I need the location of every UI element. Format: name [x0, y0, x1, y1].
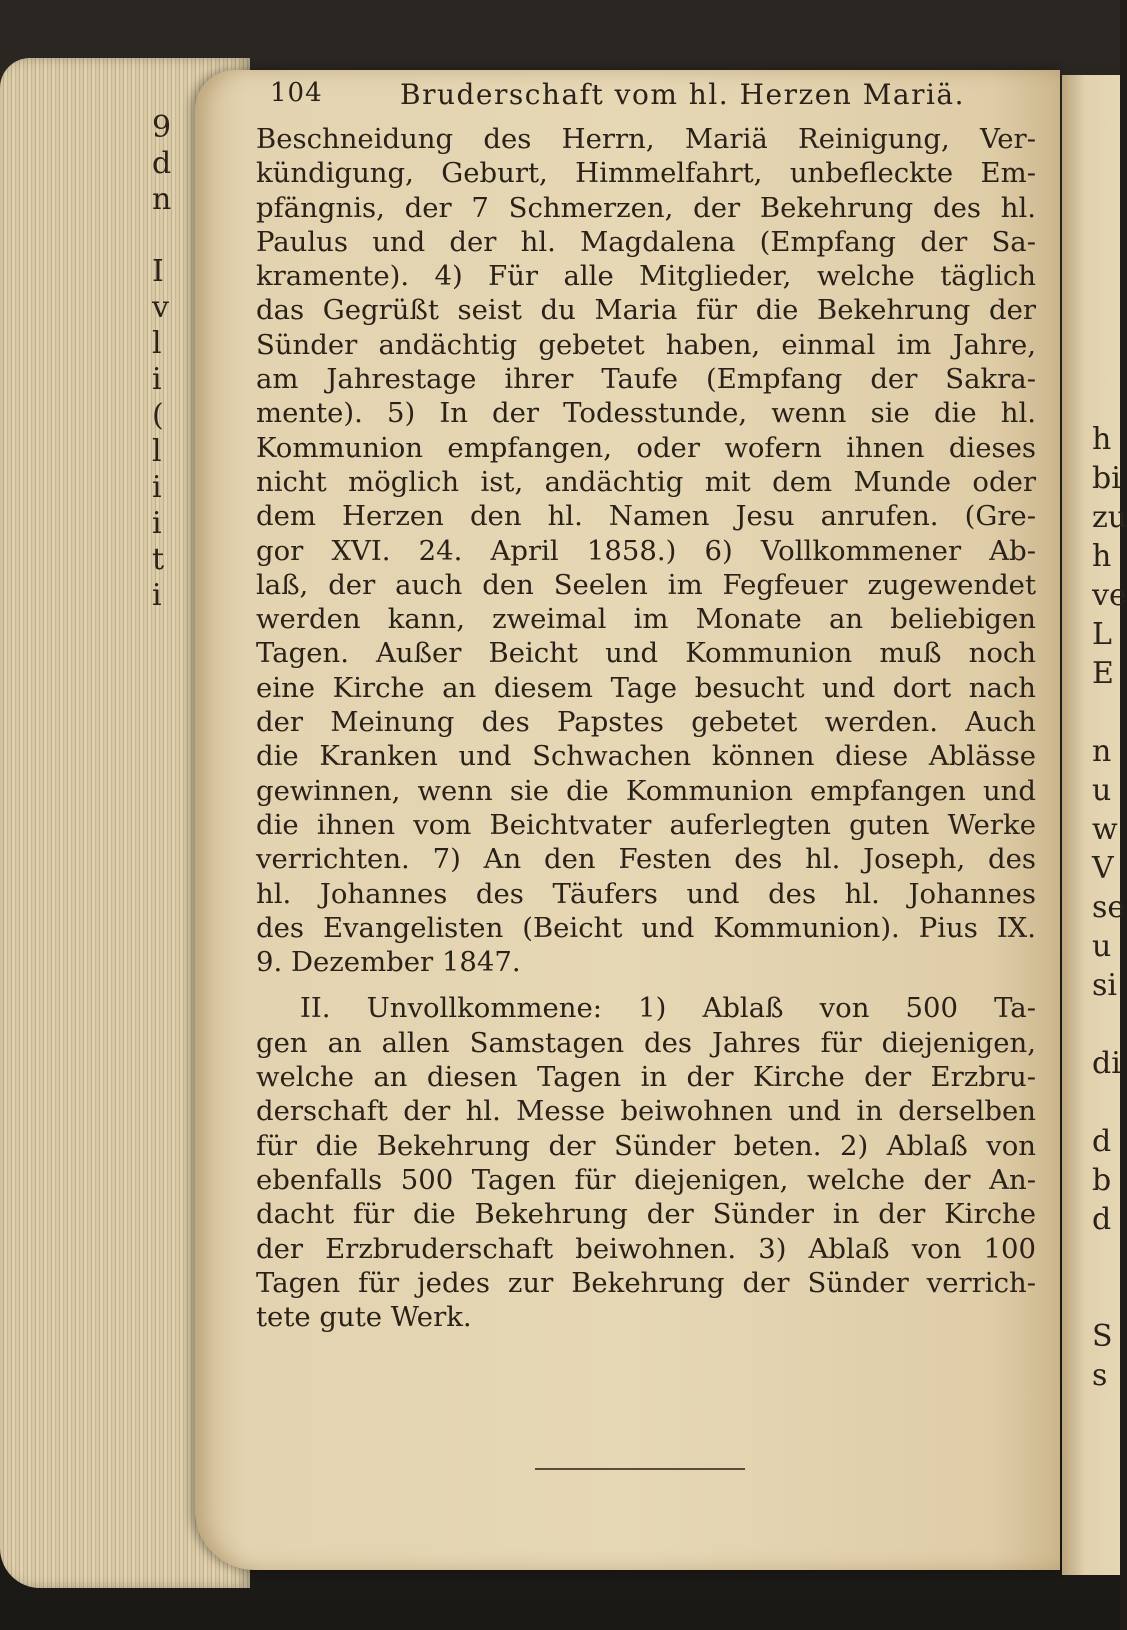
page-fragment: u	[1092, 929, 1112, 964]
text-line: verrichten. 7) An den Festen des hl. Joseph, des	[256, 843, 1036, 876]
previous-page-fragments	[152, 110, 192, 614]
page-fragment	[1092, 693, 1127, 732]
text-line: Paulus und der hl. Magdalena (Empfang der Sa-	[256, 225, 1036, 258]
text-line: 9. Dezember 1847.	[256, 946, 521, 979]
text-line: der Meinung des Papstes gebetet werden. Auch	[256, 706, 1036, 739]
page-fragment: i	[152, 506, 162, 541]
page-fragment: h	[1092, 539, 1112, 574]
text-line: gen an allen Samstagen des Jahres für diejenigen,	[256, 1026, 1036, 1059]
text-line: Kommunion empfangen, oder wofern ihnen dieses	[256, 431, 1036, 464]
page-fragment: ve	[1092, 578, 1127, 613]
page-fragment: zu	[1092, 500, 1127, 535]
text-line: nicht möglich ist, andächtig mit dem Munde oder	[256, 465, 1036, 498]
page-fragment: si	[1092, 968, 1117, 1003]
page-fragment: i	[152, 470, 162, 505]
page-fragment: d	[1092, 1124, 1112, 1159]
page-fragment	[1092, 1005, 1127, 1044]
page-fragment: l	[152, 326, 162, 361]
paragraph-complete-indulgences	[256, 122, 1036, 979]
page-fragment	[1092, 1278, 1127, 1317]
page-fragment: V	[1092, 851, 1114, 886]
page-fragment: h	[1092, 422, 1112, 457]
page-fragment: se	[1092, 890, 1126, 925]
text-line: dem Herzen den hl. Namen Jesu anrufen. (Gre-	[256, 500, 1036, 533]
page-fragment: n	[152, 182, 172, 217]
text-line: hl. Johannes des Täufers und des hl. Johannes	[256, 877, 1036, 910]
page-fragment: v	[152, 290, 169, 325]
text-line: Tagen für jedes zur Bekehrung der Sünder verrich-	[256, 1266, 1036, 1299]
page-fragment: w	[1092, 812, 1118, 847]
next-page-fragments	[1092, 420, 1127, 1395]
page-fragment: I	[152, 254, 164, 289]
text-line: tete gute Werk.	[256, 1301, 472, 1334]
text-line: Beschneidung des Herrn, Mariä Reinigung, Ver-	[256, 123, 1036, 155]
page-fragment: d	[152, 146, 172, 181]
text-line: kündigung, Geburt, Himmelfahrt, unbefleckte Em-	[256, 157, 1036, 190]
text-line: das Gegrüßt seist du Maria für die Bekehrung der	[256, 294, 1036, 327]
page-header	[270, 78, 990, 118]
text-line: die ihnen vom Beichtvater auferlegten guten Werke	[256, 808, 1036, 841]
page-number: 104	[270, 78, 323, 108]
page-fragment: d	[1092, 1202, 1112, 1237]
text-line: pfängnis, der 7 Schmerzen, der Bekehrung des hl.	[256, 191, 1036, 224]
page-fragment: L	[1092, 617, 1112, 652]
footer-rule	[535, 1468, 745, 1470]
page-fragment: (	[152, 398, 164, 433]
text-line: am Jahrestage ihrer Taufe (Empfang der Sakra-	[256, 363, 1036, 396]
page-fragment: i	[152, 362, 162, 397]
text-line: des Evangelisten (Beicht und Kommunion). Pius IX.	[256, 911, 1036, 944]
paragraph-partial-indulgences	[256, 991, 1036, 1334]
text-line: welche an diesen Tagen in der Kirche der Erzbru-	[256, 1061, 1036, 1094]
body-text	[256, 122, 1036, 1334]
page-fragment	[152, 218, 192, 254]
page-fragment: di	[1092, 1046, 1121, 1081]
text-line: laß, der auch den Seelen im Fegfeuer zugewendet	[256, 568, 1036, 601]
page-fragment: s	[1092, 1358, 1108, 1393]
text-line: Tagen. Außer Beicht und Kommunion muß noch	[256, 637, 1036, 670]
page-fragment	[1092, 1083, 1127, 1122]
text-line: eine Kirche an diesem Tage besucht und dort nach	[256, 671, 1036, 704]
page-fragment: bi	[1092, 461, 1121, 496]
page-fragment: b	[1092, 1163, 1112, 1198]
text-line: werden kann, zweimal im Monate an beliebigen	[256, 603, 1036, 636]
page-fragment: t	[152, 542, 165, 577]
text-line: die Kranken und Schwachen können diese Ablässe	[256, 740, 1036, 773]
text-line: II. Unvollkommene: 1) Ablaß von 500 Ta-	[300, 992, 1036, 1025]
text-line: gor XVI. 24. April 1858.) 6) Vollkommener Ab-	[256, 534, 1036, 567]
text-line: derschaft der hl. Messe beiwohnen und in derselben	[256, 1095, 1036, 1128]
running-head: Bruderschaft vom hl. Herzen Mariä.	[400, 78, 966, 111]
text-line: Sünder andächtig gebetet haben, einmal im Jahre,	[256, 328, 1036, 361]
text-line: dacht für die Bekehrung der Sünder in der Kirche	[256, 1198, 1036, 1231]
page-fragment: i	[152, 578, 162, 613]
text-line: gewinnen, wenn sie die Kommunion empfangen und	[256, 774, 1036, 807]
page-fragment	[1092, 1239, 1127, 1278]
page-fragment: S	[1092, 1319, 1113, 1354]
text-line: der Erzbruderschaft beiwohnen. 3) Ablaß von 100	[256, 1232, 1036, 1265]
page-fragment: u	[1092, 773, 1112, 808]
text-line: mente). 5) In der Todesstunde, wenn sie die hl.	[256, 397, 1036, 430]
text-line: kramente). 4) Für alle Mitglieder, welche täglich	[256, 260, 1036, 293]
page-fragment: E	[1092, 656, 1114, 691]
text-line: ebenfalls 500 Tagen für diejenigen, welche der An-	[256, 1163, 1036, 1196]
text-line: für die Bekehrung der Sünder beten. 2) Ablaß von	[256, 1129, 1036, 1162]
page-fragment: 9	[152, 110, 172, 145]
page-fragment: n	[1092, 734, 1112, 769]
page-fragment: l	[152, 434, 162, 469]
